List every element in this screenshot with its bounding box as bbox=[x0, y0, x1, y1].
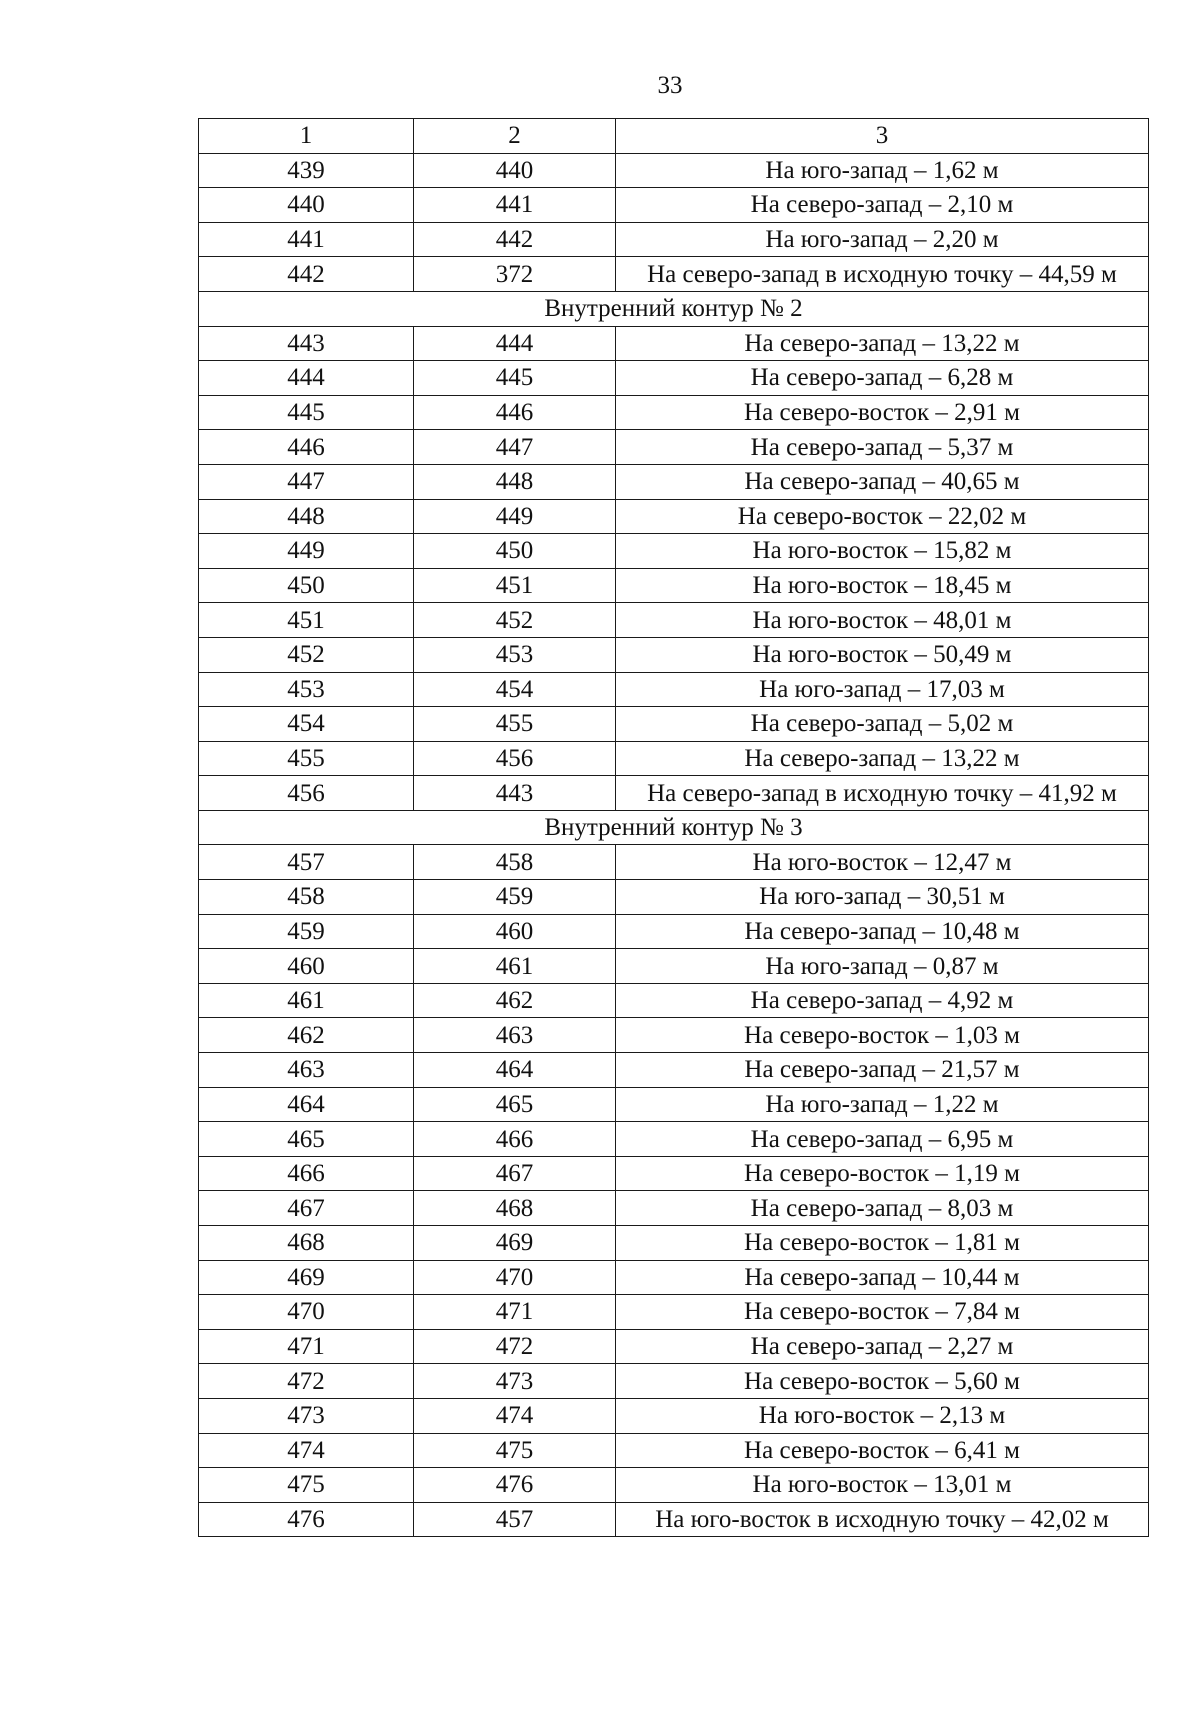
point-from-cell: 447 bbox=[199, 464, 414, 499]
table-row bbox=[199, 672, 1149, 707]
point-to-cell: 445 bbox=[414, 361, 616, 396]
table-row bbox=[199, 1295, 1149, 1330]
direction-distance-cell: На юго-восток – 18,45 м bbox=[616, 568, 1149, 603]
point-from-cell: 440 bbox=[199, 188, 414, 223]
table-row bbox=[199, 1329, 1149, 1364]
point-to-cell: 474 bbox=[414, 1398, 616, 1433]
point-to-cell: 459 bbox=[414, 880, 616, 915]
direction-distance-cell: На северо-запад – 13,22 м bbox=[616, 741, 1149, 776]
direction-distance-cell: На северо-запад – 10,44 м bbox=[616, 1260, 1149, 1295]
direction-distance-cell: На юго-запад – 2,20 м bbox=[616, 222, 1149, 257]
point-from-cell: 443 bbox=[199, 326, 414, 361]
page-number: 33 bbox=[657, 72, 683, 99]
point-to-cell: 469 bbox=[414, 1226, 616, 1261]
point-from-cell: 465 bbox=[199, 1122, 414, 1157]
point-to-cell: 465 bbox=[414, 1087, 616, 1122]
point-from-cell: 450 bbox=[199, 568, 414, 603]
table-row bbox=[199, 1364, 1149, 1399]
table-row bbox=[199, 1191, 1149, 1226]
direction-distance-cell: На северо-запад в исходную точку – 44,59 м bbox=[616, 257, 1149, 292]
point-to-cell: 372 bbox=[414, 257, 616, 292]
point-from-cell: 457 bbox=[199, 845, 414, 880]
table-row bbox=[199, 1433, 1149, 1468]
direction-distance-cell: На юго-запад – 30,51 м bbox=[616, 880, 1149, 915]
point-from-cell: 449 bbox=[199, 534, 414, 569]
table-row bbox=[199, 914, 1149, 949]
point-to-cell: 447 bbox=[414, 430, 616, 465]
table-row bbox=[199, 1053, 1149, 1088]
point-from-cell: 462 bbox=[199, 1018, 414, 1053]
point-to-cell: 463 bbox=[414, 1018, 616, 1053]
point-to-cell: 455 bbox=[414, 707, 616, 742]
direction-distance-cell: На юго-восток – 48,01 м bbox=[616, 603, 1149, 638]
point-to-cell: 458 bbox=[414, 845, 616, 880]
table-row bbox=[199, 1156, 1149, 1191]
direction-distance-cell: На юго-восток – 15,82 м bbox=[616, 534, 1149, 569]
point-to-cell: 460 bbox=[414, 914, 616, 949]
table-row bbox=[199, 845, 1149, 880]
table-row bbox=[199, 257, 1149, 292]
point-from-cell: 439 bbox=[199, 153, 414, 188]
table-row bbox=[199, 707, 1149, 742]
point-to-cell: 454 bbox=[414, 672, 616, 707]
direction-distance-cell: На северо-запад в исходную точку – 41,92 м bbox=[616, 776, 1149, 811]
table-row bbox=[199, 568, 1149, 603]
section-row bbox=[199, 810, 1149, 845]
point-to-cell: 475 bbox=[414, 1433, 616, 1468]
table-row bbox=[199, 949, 1149, 984]
point-from-cell: 452 bbox=[199, 637, 414, 672]
direction-distance-cell: На северо-запад – 4,92 м bbox=[616, 983, 1149, 1018]
point-from-cell: 475 bbox=[199, 1468, 414, 1503]
table-row bbox=[199, 741, 1149, 776]
header-cell-3: 3 bbox=[616, 119, 1149, 154]
boundary-table bbox=[198, 118, 1149, 1537]
table-row bbox=[199, 361, 1149, 396]
direction-distance-cell: На юго-восток – 12,47 м bbox=[616, 845, 1149, 880]
table-row bbox=[199, 1122, 1149, 1157]
point-from-cell: 474 bbox=[199, 1433, 414, 1468]
point-from-cell: 458 bbox=[199, 880, 414, 915]
table-row bbox=[199, 464, 1149, 499]
point-to-cell: 451 bbox=[414, 568, 616, 603]
point-to-cell: 442 bbox=[414, 222, 616, 257]
table-header-row bbox=[199, 119, 1149, 154]
point-from-cell: 472 bbox=[199, 1364, 414, 1399]
point-from-cell: 448 bbox=[199, 499, 414, 534]
point-to-cell: 473 bbox=[414, 1364, 616, 1399]
point-from-cell: 451 bbox=[199, 603, 414, 638]
table-row bbox=[199, 499, 1149, 534]
direction-distance-cell: На северо-восток – 22,02 м bbox=[616, 499, 1149, 534]
point-from-cell: 441 bbox=[199, 222, 414, 257]
point-from-cell: 454 bbox=[199, 707, 414, 742]
table-row bbox=[199, 222, 1149, 257]
direction-distance-cell: На северо-восток – 5,60 м bbox=[616, 1364, 1149, 1399]
table-body bbox=[199, 119, 1149, 1537]
point-from-cell: 471 bbox=[199, 1329, 414, 1364]
table-row bbox=[199, 1398, 1149, 1433]
direction-distance-cell: На северо-восток – 1,81 м bbox=[616, 1226, 1149, 1261]
direction-distance-cell: На юго-запад – 17,03 м bbox=[616, 672, 1149, 707]
point-from-cell: 442 bbox=[199, 257, 414, 292]
direction-distance-cell: На северо-запад – 5,02 м bbox=[616, 707, 1149, 742]
direction-distance-cell: На северо-запад – 40,65 м bbox=[616, 464, 1149, 499]
direction-distance-cell: На северо-запад – 21,57 м bbox=[616, 1053, 1149, 1088]
point-from-cell: 476 bbox=[199, 1502, 414, 1537]
point-from-cell: 460 bbox=[199, 949, 414, 984]
point-from-cell: 470 bbox=[199, 1295, 414, 1330]
table-row bbox=[199, 776, 1149, 811]
direction-distance-cell: На юго-восток – 13,01 м bbox=[616, 1468, 1149, 1503]
direction-distance-cell: На северо-восток – 1,03 м bbox=[616, 1018, 1149, 1053]
point-to-cell: 452 bbox=[414, 603, 616, 638]
direction-distance-cell: На юго-восток – 50,49 м bbox=[616, 637, 1149, 672]
point-to-cell: 446 bbox=[414, 395, 616, 430]
table-row bbox=[199, 1502, 1149, 1537]
point-to-cell: 448 bbox=[414, 464, 616, 499]
direction-distance-cell: На юго-восток – 2,13 м bbox=[616, 1398, 1149, 1433]
direction-distance-cell: На северо-запад – 2,10 м bbox=[616, 188, 1149, 223]
table-row bbox=[199, 880, 1149, 915]
table-row bbox=[199, 1226, 1149, 1261]
point-from-cell: 464 bbox=[199, 1087, 414, 1122]
header-cell-2: 2 bbox=[414, 119, 616, 154]
direction-distance-cell: На юго-запад – 1,22 м bbox=[616, 1087, 1149, 1122]
direction-distance-cell: На юго-восток в исходную точку – 42,02 м bbox=[616, 1502, 1149, 1537]
direction-distance-cell: На северо-восток – 7,84 м bbox=[616, 1295, 1149, 1330]
direction-distance-cell: На северо-запад – 10,48 м bbox=[616, 914, 1149, 949]
point-to-cell: 466 bbox=[414, 1122, 616, 1157]
point-to-cell: 464 bbox=[414, 1053, 616, 1088]
point-to-cell: 457 bbox=[414, 1502, 616, 1537]
direction-distance-cell: На северо-восток – 2,91 м bbox=[616, 395, 1149, 430]
section-title: Внутренний контур № 2 bbox=[199, 291, 1149, 326]
point-to-cell: 444 bbox=[414, 326, 616, 361]
point-from-cell: 459 bbox=[199, 914, 414, 949]
point-to-cell: 462 bbox=[414, 983, 616, 1018]
point-to-cell: 471 bbox=[414, 1295, 616, 1330]
section-row bbox=[199, 291, 1149, 326]
point-from-cell: 466 bbox=[199, 1156, 414, 1191]
point-to-cell: 440 bbox=[414, 153, 616, 188]
point-to-cell: 456 bbox=[414, 741, 616, 776]
table-row bbox=[199, 534, 1149, 569]
direction-distance-cell: На северо-запад – 13,22 м bbox=[616, 326, 1149, 361]
point-from-cell: 446 bbox=[199, 430, 414, 465]
table-row bbox=[199, 983, 1149, 1018]
point-from-cell: 473 bbox=[199, 1398, 414, 1433]
point-to-cell: 449 bbox=[414, 499, 616, 534]
point-to-cell: 476 bbox=[414, 1468, 616, 1503]
point-from-cell: 468 bbox=[199, 1226, 414, 1261]
table-row bbox=[199, 153, 1149, 188]
direction-distance-cell: На северо-восток – 6,41 м bbox=[616, 1433, 1149, 1468]
direction-distance-cell: На северо-запад – 6,95 м bbox=[616, 1122, 1149, 1157]
header-cell-1: 1 bbox=[199, 119, 414, 154]
point-to-cell: 441 bbox=[414, 188, 616, 223]
table-row bbox=[199, 188, 1149, 223]
point-to-cell: 443 bbox=[414, 776, 616, 811]
point-from-cell: 467 bbox=[199, 1191, 414, 1226]
point-to-cell: 470 bbox=[414, 1260, 616, 1295]
point-from-cell: 444 bbox=[199, 361, 414, 396]
direction-distance-cell: На юго-запад – 0,87 м bbox=[616, 949, 1149, 984]
point-from-cell: 456 bbox=[199, 776, 414, 811]
point-from-cell: 461 bbox=[199, 983, 414, 1018]
point-to-cell: 468 bbox=[414, 1191, 616, 1226]
table-row bbox=[199, 1260, 1149, 1295]
table-row bbox=[199, 1468, 1149, 1503]
direction-distance-cell: На юго-запад – 1,62 м bbox=[616, 153, 1149, 188]
table-row bbox=[199, 1018, 1149, 1053]
direction-distance-cell: На северо-запад – 8,03 м bbox=[616, 1191, 1149, 1226]
point-from-cell: 469 bbox=[199, 1260, 414, 1295]
direction-distance-cell: На северо-восток – 1,19 м bbox=[616, 1156, 1149, 1191]
table-row bbox=[199, 326, 1149, 361]
point-to-cell: 450 bbox=[414, 534, 616, 569]
point-from-cell: 455 bbox=[199, 741, 414, 776]
direction-distance-cell: На северо-запад – 6,28 м bbox=[616, 361, 1149, 396]
point-from-cell: 463 bbox=[199, 1053, 414, 1088]
point-to-cell: 467 bbox=[414, 1156, 616, 1191]
table-row bbox=[199, 395, 1149, 430]
table-row bbox=[199, 637, 1149, 672]
point-to-cell: 453 bbox=[414, 637, 616, 672]
point-from-cell: 453 bbox=[199, 672, 414, 707]
point-from-cell: 445 bbox=[199, 395, 414, 430]
direction-distance-cell: На северо-запад – 2,27 м bbox=[616, 1329, 1149, 1364]
section-title: Внутренний контур № 3 bbox=[199, 810, 1149, 845]
table-row bbox=[199, 603, 1149, 638]
table-row bbox=[199, 430, 1149, 465]
point-to-cell: 461 bbox=[414, 949, 616, 984]
point-to-cell: 472 bbox=[414, 1329, 616, 1364]
direction-distance-cell: На северо-запад – 5,37 м bbox=[616, 430, 1149, 465]
table-row bbox=[199, 1087, 1149, 1122]
